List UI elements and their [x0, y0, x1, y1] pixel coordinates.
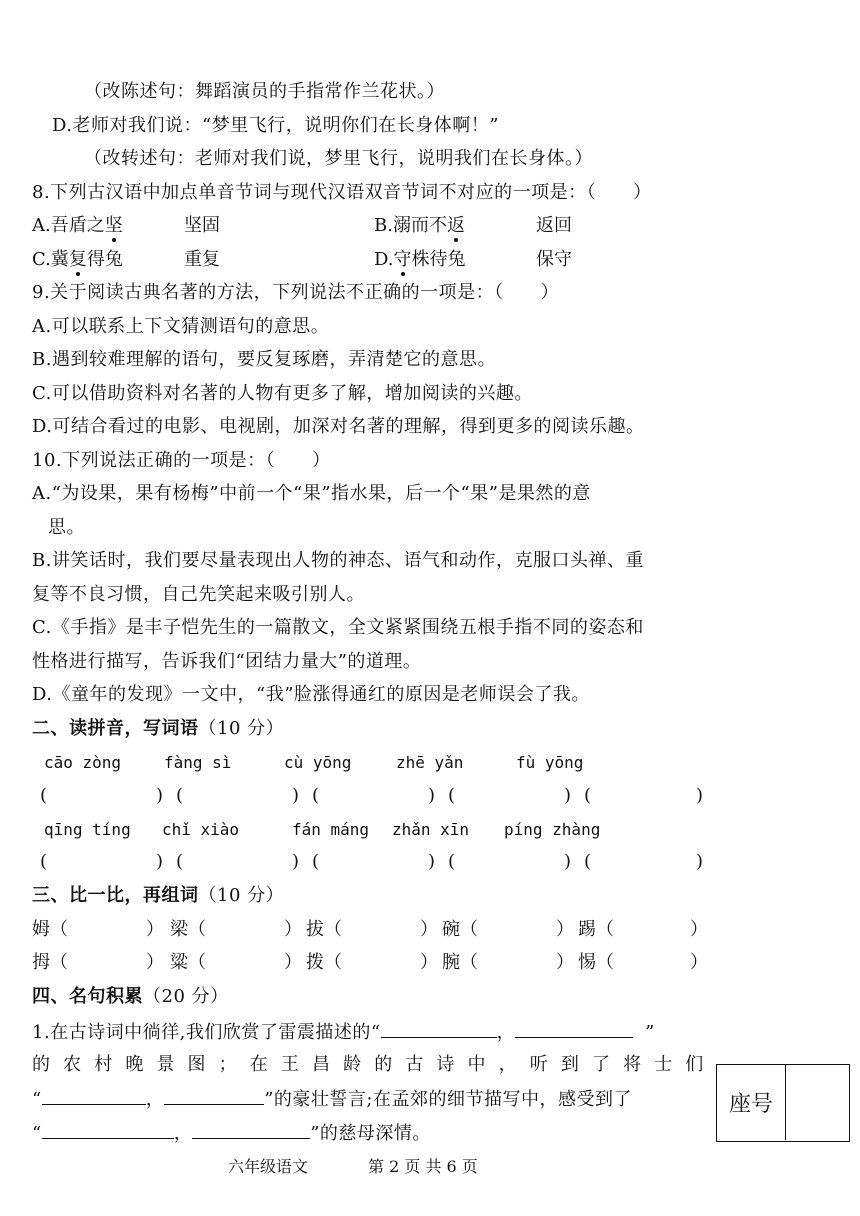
pinyin-4: zhē yǎn: [396, 753, 464, 772]
q8-option-a: [32, 214, 123, 238]
section-title: 四、名句积累: [32, 986, 143, 1007]
q10-option-b: B.讲笑话时，我们要尽量表现出人物的神态、语气和动作，克服口头禅、重: [32, 550, 644, 571]
dotted-character: 返: [446, 215, 465, 236]
char-item: 拔（: [306, 919, 342, 940]
section3-heading: [32, 884, 712, 908]
q8-option-b: [374, 214, 465, 238]
q7-d-option: D.老师对我们说：“梦里飞行，说明你们在长身体啊！”: [52, 115, 499, 136]
option-label: D.: [374, 249, 394, 270]
text: ，: [496, 1022, 516, 1043]
pinyin-5: fù yōng: [516, 753, 584, 772]
answer-paren-close: ）: [556, 919, 574, 940]
footer-subject: 六年级语文: [228, 1157, 309, 1176]
option-text: 冀: [50, 249, 69, 270]
answer-paren-open: (: [448, 785, 456, 806]
char: 古: [405, 1054, 424, 1075]
char: 腕: [442, 952, 460, 973]
char: 村: [94, 1054, 113, 1075]
answer-paren-close: ）: [690, 919, 708, 940]
q8-option-a-word: 坚固: [184, 215, 220, 236]
q9-option-b: B.遇到较难理解的语句，要反复琢磨，弄清楚它的意思。: [32, 349, 496, 370]
char-item: 拇（: [32, 952, 68, 973]
option-text: 吾盾之: [50, 215, 105, 236]
q8-option-d-word: 保守: [536, 249, 572, 270]
section4-q1-line4: [32, 1120, 712, 1146]
answer-paren-close: ): [156, 851, 164, 872]
q8-option-c-word: 重复: [184, 249, 220, 270]
answer-paren-close: ): [156, 785, 164, 806]
answer-paren-close: ): [292, 851, 300, 872]
char: 踢: [578, 919, 596, 940]
answer-paren-open: (: [312, 785, 320, 806]
answer-paren-open: (: [448, 851, 456, 872]
seat-number-field[interactable]: [786, 1065, 848, 1140]
answer-paren-close: ): [428, 851, 436, 872]
answer-paren-close: ）: [146, 919, 164, 940]
seat-number-label: 座号: [717, 1065, 786, 1140]
option-label: B.: [374, 215, 393, 236]
pinyin-10: píng zhàng: [504, 820, 601, 839]
fill-blank[interactable]: [381, 1019, 497, 1038]
char: 图: [187, 1054, 207, 1075]
dotted-character: 守: [393, 249, 412, 270]
q9-option-c: C.可以借助资料对名著的人物有更多了解，增加阅读的兴趣。: [32, 383, 533, 404]
q9-option-a: A.可以联系上下文猜测语句的意思。: [32, 316, 330, 337]
answer-paren-open: (: [584, 851, 592, 872]
q10-option-a-cont: 思。: [48, 517, 85, 538]
fill-blank[interactable]: [42, 1086, 146, 1105]
q9-option-d: D.可结合看过的电影、电视剧，加深对名著的理解，得到更多的阅读乐趣。: [32, 416, 645, 437]
q8-stem: 8.下列古汉语中加点单音节词与现代汉语双音节词不对应的一项是：（ ）: [32, 182, 652, 203]
q8-option-c: [32, 248, 123, 272]
text: ”: [645, 1022, 655, 1043]
q10-option-a: A.“为设果，果有杨梅”中前一个“果”指水果，后一个“果”是果然的意: [32, 483, 591, 504]
char: 碗: [442, 919, 460, 940]
answer-paren-open: (: [312, 851, 320, 872]
char: 拨: [306, 952, 324, 973]
answer-paren-close: ): [696, 785, 704, 806]
char: 粱: [170, 952, 188, 973]
q7-d-answer: （改转述句：老师对我们说，梦里飞行，说明我们在长身体。）: [84, 148, 593, 169]
footer-page-info: 第 2 页 共 6 页: [368, 1157, 478, 1176]
answer-paren-close: ): [292, 785, 300, 806]
option-text: 溺而不: [392, 215, 447, 236]
section-title: 三、比一比，再组词: [32, 885, 199, 906]
char-item: 腕（: [442, 952, 478, 973]
char: 诗: [436, 1054, 455, 1075]
pinyin-2: fàng sì: [164, 753, 232, 772]
answer-paren-close: ）: [556, 952, 574, 973]
q10-option-b-cont: 复等不良习惯，自己先笑起来吸引别人。: [32, 584, 365, 605]
char: 的: [374, 1054, 393, 1075]
char: 士: [654, 1054, 673, 1075]
char-item: 梁（: [170, 919, 206, 940]
answer-paren-open: (: [40, 851, 48, 872]
answer-paren-close: ): [564, 785, 572, 806]
dotted-character: 坚: [104, 215, 123, 236]
dotted-character: 复: [68, 249, 87, 270]
char: 龄: [343, 1054, 362, 1075]
char: 了: [591, 1054, 611, 1075]
q10-stem: 10.下列说法正确的一项是：（ ）: [32, 450, 331, 471]
char: ；: [218, 1054, 238, 1075]
char: 昌: [311, 1054, 331, 1075]
fill-blank[interactable]: [192, 1120, 310, 1139]
char: 在: [249, 1054, 269, 1075]
q7-c-answer: （改陈述句：舞蹈演员的手指常作兰花状。）: [84, 81, 445, 102]
char: 梁: [170, 919, 188, 940]
char: 到: [560, 1054, 580, 1075]
section-score: （10 分）: [198, 718, 285, 739]
q9-stem: 9.关于阅读古典名著的方法，下列说法不正确的一项是：（ ）: [32, 282, 560, 303]
section-score: （10 分）: [198, 885, 285, 906]
answer-paren-open: (: [584, 785, 592, 806]
char-item: 惕（: [578, 952, 614, 973]
char: 景: [156, 1054, 175, 1075]
answer-paren-close: ): [696, 851, 704, 872]
char: ，: [498, 1054, 518, 1075]
char: 农: [63, 1054, 82, 1075]
q10-option-d: D.《童年的发现》一文中，“我”脸涨得通红的原因是老师误会了我。: [32, 684, 590, 705]
answer-paren-open: (: [176, 785, 184, 806]
answer-paren-close: ）: [284, 919, 302, 940]
char: 将: [623, 1054, 642, 1075]
char-item: 碗（: [442, 919, 478, 940]
q8-option-b-word: 返回: [536, 215, 572, 236]
answer-paren-close: ）: [690, 952, 708, 973]
text: “: [32, 1123, 42, 1144]
option-label: A.: [32, 215, 51, 236]
text: ，: [173, 1123, 193, 1144]
char: 王: [280, 1054, 300, 1075]
char-item: 粱（: [170, 952, 206, 973]
answer-paren-open: (: [40, 785, 48, 806]
char: 晚: [125, 1054, 144, 1075]
section2-heading: [32, 717, 712, 741]
char-item: 拨（: [306, 952, 342, 973]
answer-paren-close: ): [564, 851, 572, 872]
fill-blank[interactable]: [164, 1086, 264, 1105]
fill-blank[interactable]: [42, 1120, 174, 1139]
answer-paren-close: ）: [146, 952, 164, 973]
text: ”的慈母深情。: [310, 1123, 431, 1144]
answer-paren-close: ）: [284, 952, 302, 973]
char-item: 姆（: [32, 919, 68, 940]
char: 中: [467, 1054, 487, 1075]
q10-option-c: C.《手指》是丰子恺先生的一篇散文，全文紧紧围绕五根手指不同的姿态和: [32, 617, 644, 638]
section-score: （20 分）: [143, 986, 229, 1007]
pinyin-1: cāo zòng: [44, 753, 122, 772]
text: 1.在古诗词中徜徉,我们欣赏了雷震描述的“: [32, 1022, 381, 1043]
fill-blank[interactable]: [515, 1019, 633, 1038]
option-text: 株待兔: [411, 249, 466, 270]
char: 听: [529, 1054, 549, 1075]
section-title: 二、读拼音，写词语: [32, 718, 199, 739]
text: ”的豪壮誓言;在孟郊的细节描写中，感受到了: [264, 1089, 632, 1110]
char: 们: [685, 1054, 704, 1075]
section4-q1-line1: [32, 1019, 712, 1045]
q8-option-d: [374, 248, 466, 272]
answer-paren-close: ): [428, 785, 436, 806]
answer-paren-open: (: [176, 851, 184, 872]
section4-q1-line2: [32, 1053, 704, 1077]
char: 姆: [32, 919, 50, 940]
pinyin-6: qīng tíng: [44, 820, 131, 839]
seat-number-box: [716, 1064, 850, 1142]
char: 的: [32, 1054, 51, 1075]
answer-paren-close: ）: [420, 919, 438, 940]
char: 拇: [32, 952, 50, 973]
pinyin-9: zhǎn xīn: [392, 820, 470, 839]
text: “: [32, 1089, 42, 1110]
char: 惕: [578, 952, 596, 973]
answer-paren-close: ）: [420, 952, 438, 973]
section4-heading: [32, 985, 712, 1009]
pinyin-3: cù yōng: [284, 753, 352, 772]
option-text: 得兔: [86, 249, 123, 270]
pinyin-8: fán máng: [292, 820, 370, 839]
pinyin-7: chǐ xiào: [162, 820, 240, 839]
char: 拔: [306, 919, 324, 940]
q10-option-c-cont: 性格进行描写，告诉我们“团结力量大”的道理。: [32, 651, 422, 672]
option-label: C.: [32, 249, 51, 270]
char-item: 踢（: [578, 919, 614, 940]
section4-q1-line3: [32, 1086, 712, 1112]
text: ，: [145, 1089, 165, 1110]
